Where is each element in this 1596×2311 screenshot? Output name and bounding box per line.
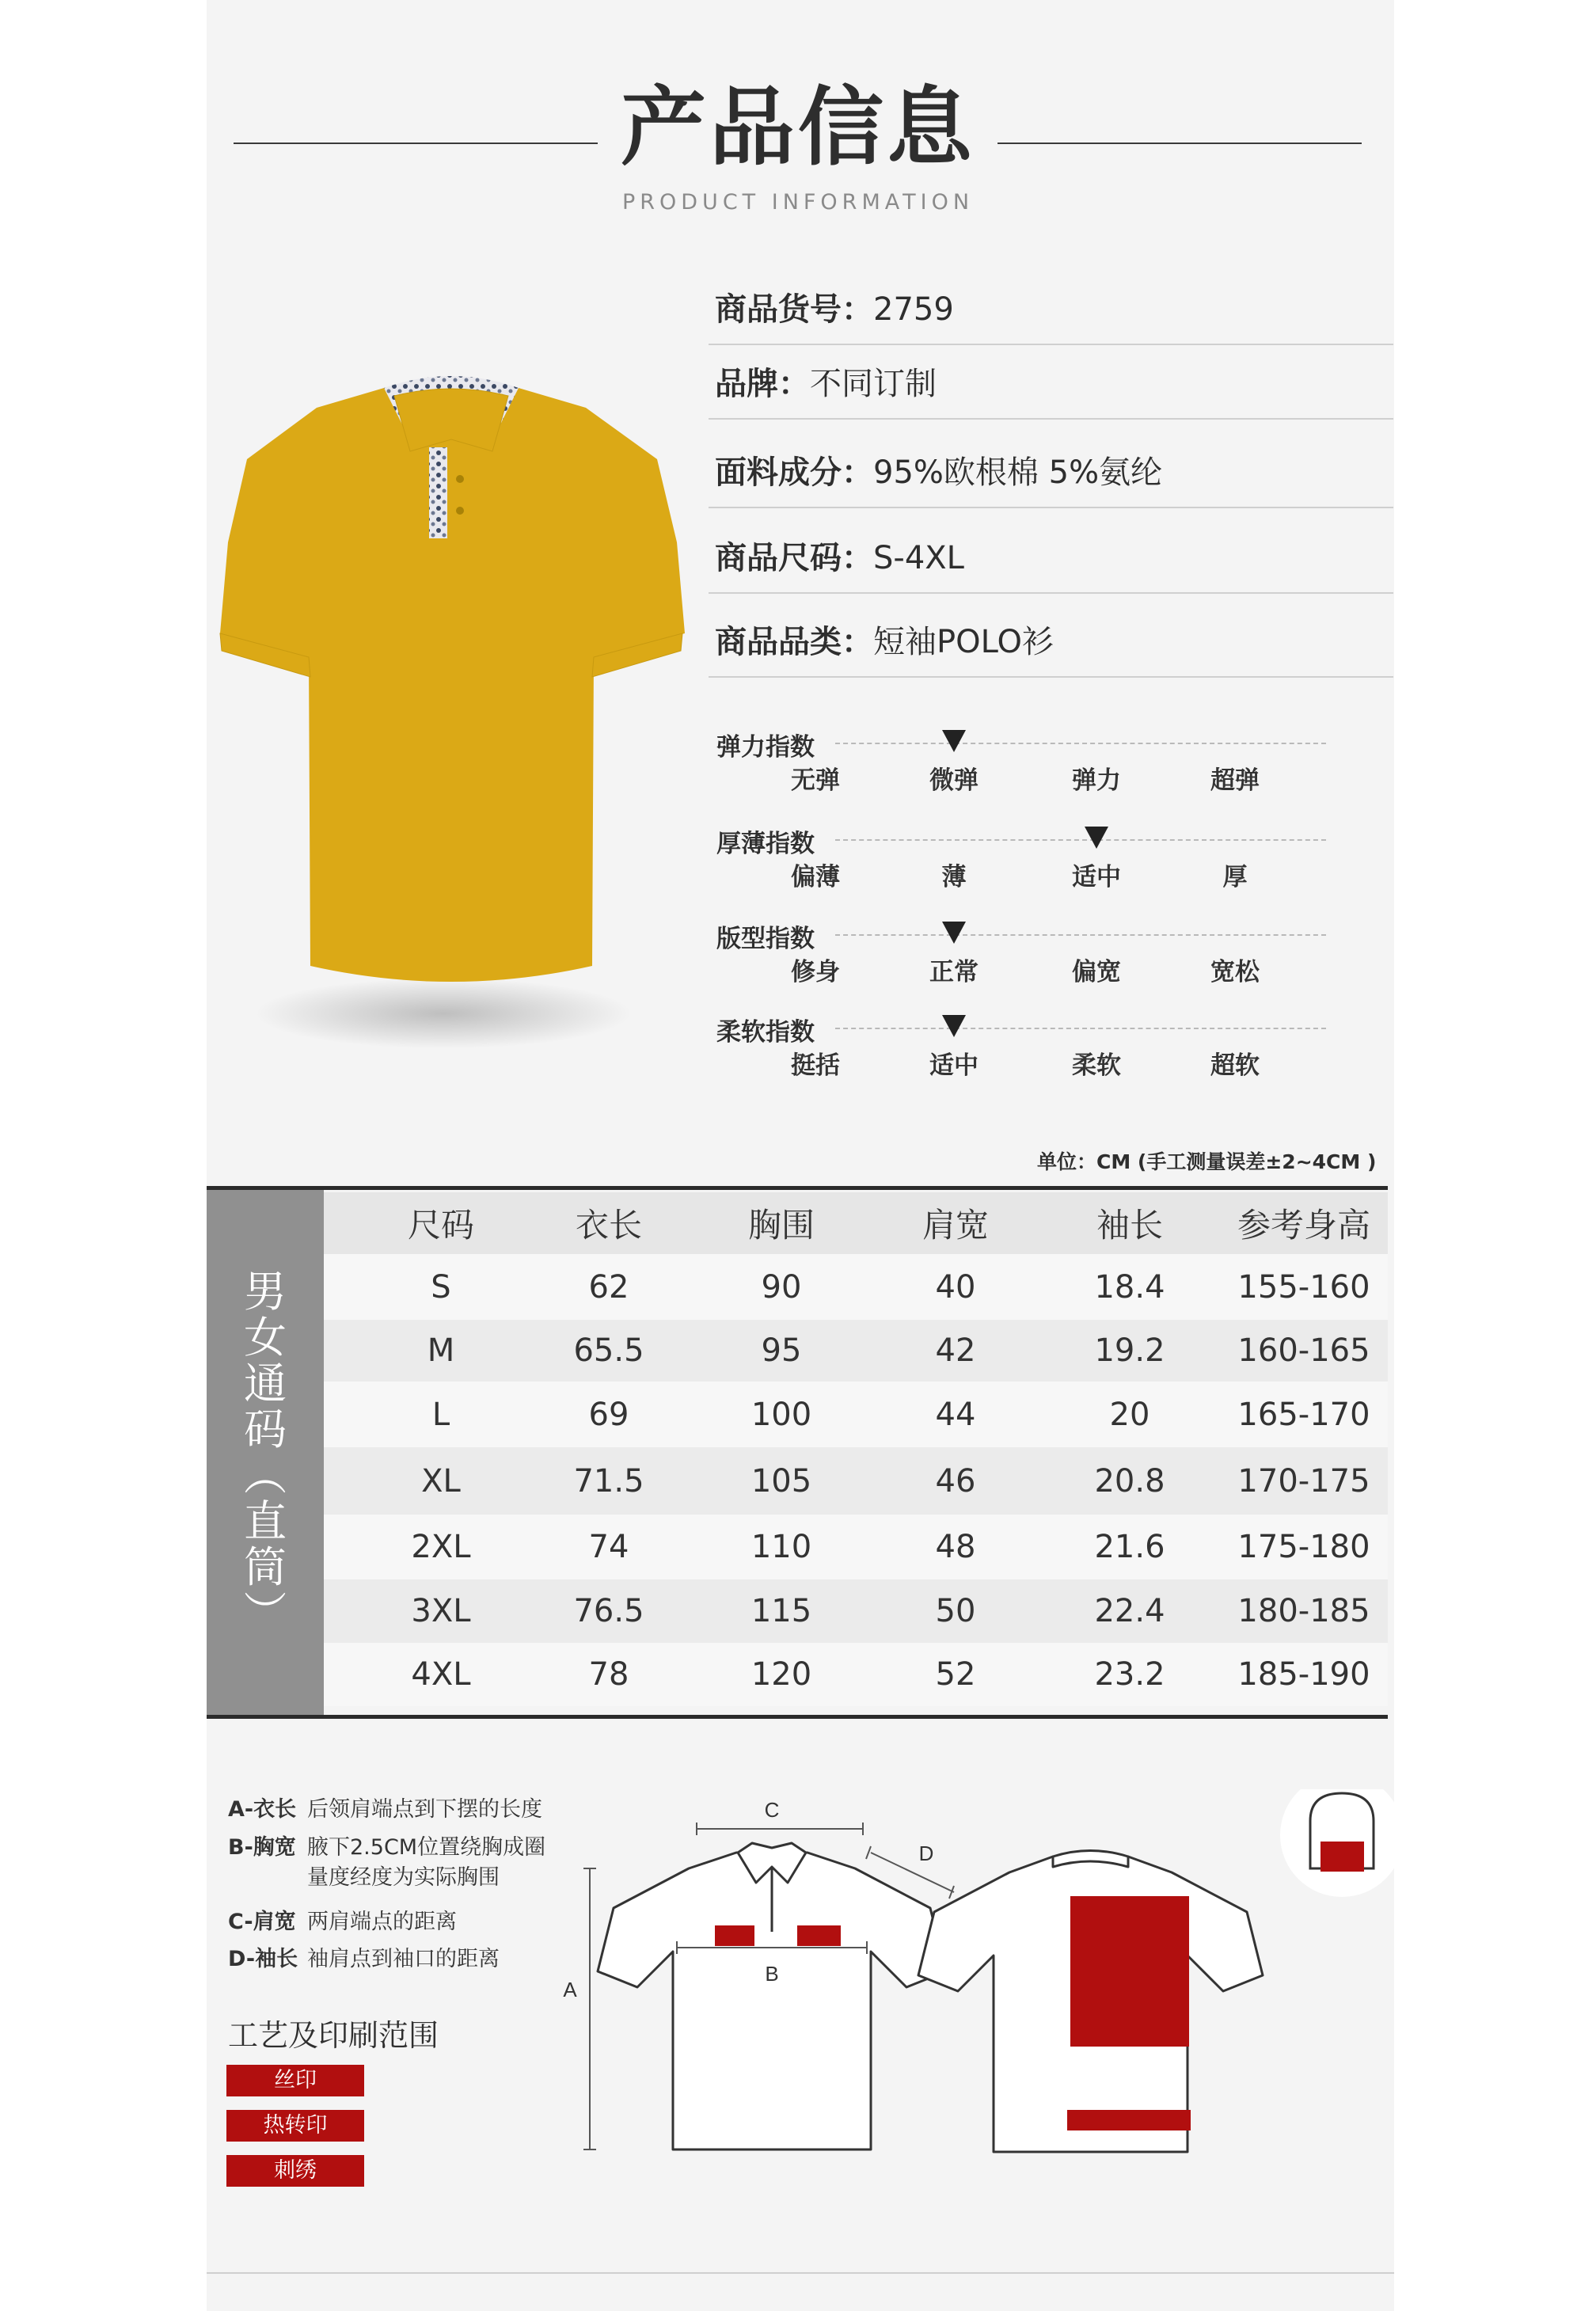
index-option: 偏宽: [1072, 958, 1121, 986]
table-header-cell: 肩宽: [922, 1206, 989, 1245]
index-selected-marker: [942, 730, 966, 752]
table-header-cell: 胸围: [747, 1206, 815, 1245]
table-cell: 18.4: [1094, 1268, 1165, 1306]
table-cell: 52: [935, 1656, 976, 1693]
side-label-char: 通: [244, 1359, 287, 1408]
table-cell: 46: [935, 1462, 976, 1499]
table-row: [324, 1643, 1388, 1706]
table-cell: M: [427, 1332, 455, 1369]
index-option: 挺括: [791, 1051, 840, 1080]
table-cell: 22.4: [1094, 1593, 1165, 1629]
legend-text: 后领肩端点到下摆的长度: [307, 1797, 542, 1822]
table-cell: 115: [750, 1593, 812, 1629]
index-option: 薄: [941, 863, 967, 891]
print-zone-chest-left: [715, 1925, 754, 1946]
footer-rule: [207, 2272, 1394, 2274]
table-cell: 160-165: [1237, 1332, 1370, 1369]
table-row: [324, 1447, 1388, 1515]
table-cell: 180-185: [1237, 1593, 1370, 1629]
measure-legend-item: [228, 1941, 500, 1972]
side-label-char: ︶: [244, 1588, 287, 1638]
legend-key: D-袖长: [228, 1947, 298, 1971]
index-option: 无弹: [791, 766, 840, 795]
print-zone-back: [1070, 1896, 1189, 2047]
info-row: [709, 342, 1393, 420]
side-label-char: ︵: [244, 1450, 287, 1500]
product-image-polo-shirt: [214, 372, 689, 998]
table-bottom-rule: [207, 1715, 1388, 1719]
measurement-diagram: [554, 1789, 1401, 2169]
table-top-rule: [207, 1186, 1388, 1190]
table-side-label: [207, 1190, 324, 1715]
index-option: 适中: [929, 1051, 978, 1080]
table-cell: 100: [750, 1396, 812, 1433]
diagram-label-a: A: [563, 1978, 577, 2001]
info-row-text: [715, 359, 937, 404]
info-row-text: [715, 617, 1054, 662]
info-value: 不同订制: [810, 366, 937, 402]
diagram-label-c: C: [764, 1798, 780, 1822]
table-header-cell: 衣长: [575, 1206, 642, 1245]
info-value: 2759: [873, 291, 954, 328]
index-option: 超弹: [1210, 766, 1260, 795]
table-cell: 65.5: [573, 1332, 644, 1369]
index-option: 宽松: [1210, 958, 1260, 986]
print-zone-cap: [1320, 1842, 1364, 1872]
side-label-char: 码: [244, 1404, 287, 1454]
table-cell: 78: [588, 1656, 629, 1693]
index-scale-line: [835, 934, 1326, 936]
info-value: 短袖POLO衫: [873, 624, 1054, 660]
info-key: 商品尺码：: [715, 540, 873, 576]
legend-text: 袖肩点到袖口的距离: [307, 1947, 500, 1971]
info-row: [709, 516, 1393, 594]
table-cell: 42: [935, 1332, 976, 1369]
table-cell: L: [431, 1396, 450, 1433]
legend-key: C-肩宽: [228, 1910, 296, 1934]
info-row-text: [715, 447, 1162, 492]
craft-method-badge: 丝印: [226, 2065, 364, 2096]
table-cell: 20: [1109, 1396, 1150, 1433]
index-label: 弹力指数: [716, 733, 815, 762]
side-label-char: 女: [244, 1313, 287, 1363]
table-cell: 76.5: [573, 1593, 644, 1629]
index-scale-line: [835, 1028, 1326, 1029]
table-cell: 50: [935, 1593, 976, 1629]
index-option: 弹力: [1072, 766, 1121, 795]
table-header-cell: 袖长: [1096, 1206, 1163, 1245]
info-row: [709, 268, 1393, 345]
table-cell: 71.5: [573, 1462, 644, 1499]
side-label-char: 直: [244, 1496, 287, 1546]
table-cell: 44: [935, 1396, 976, 1433]
measure-legend-item: [228, 1860, 500, 1891]
table-row: [324, 1515, 1388, 1579]
legend-text: 两肩端点的距离: [307, 1910, 457, 1934]
table-cell: 40: [935, 1268, 976, 1306]
info-row-text: [715, 533, 964, 578]
index-selected-marker: [942, 922, 966, 944]
table-cell: 48: [935, 1529, 976, 1565]
table-cell: 20.8: [1094, 1462, 1165, 1499]
craft-method-badge: 热转印: [226, 2110, 364, 2142]
info-row: [709, 600, 1393, 678]
table-cell: 170-175: [1237, 1462, 1370, 1499]
table-cell: 69: [588, 1396, 629, 1433]
table-row: [324, 1254, 1388, 1320]
table-cell: 4XL: [411, 1656, 471, 1693]
table-header-cell: 参考身高: [1237, 1206, 1370, 1245]
index-scale-line: [835, 839, 1326, 841]
legend-key: A-衣长: [228, 1797, 297, 1822]
side-label-char: 男: [244, 1267, 287, 1317]
table-cell: 21.6: [1094, 1529, 1165, 1565]
table-cell: 62: [588, 1268, 629, 1306]
diagram-label-d: D: [918, 1842, 934, 1865]
size-table: [207, 1186, 1388, 1720]
info-key: 商品货号：: [715, 291, 873, 328]
index-option: 修身: [791, 958, 840, 986]
legend-key: B-胸宽: [228, 1835, 296, 1860]
unit-note: 单位：CM (手工测量误差±2~4CM ): [1037, 1150, 1377, 1173]
table-cell: 90: [761, 1268, 802, 1306]
table-row: [324, 1382, 1388, 1447]
index-option: 偏薄: [791, 863, 840, 891]
table-cell: 110: [750, 1529, 812, 1565]
table-cell: 19.2: [1094, 1332, 1165, 1369]
index-selected-marker: [1085, 827, 1108, 849]
craft-title: 工艺及印刷范围: [228, 2018, 439, 2053]
table-cell: 185-190: [1237, 1656, 1370, 1693]
index-option: 柔软: [1072, 1051, 1121, 1080]
table-header-cell: 尺码: [407, 1206, 474, 1245]
measure-legend-item: [228, 1792, 542, 1823]
info-key: 面料成分：: [715, 454, 873, 491]
info-key: 商品品类：: [715, 624, 873, 660]
table-row: [324, 1579, 1388, 1643]
index-option: 正常: [929, 958, 978, 986]
page-title: 产品信息: [620, 78, 975, 177]
index-label: 柔软指数: [716, 1018, 815, 1047]
legend-text: 量度经度为实际胸围: [307, 1865, 500, 1890]
index-option: 厚: [1222, 863, 1248, 891]
info-value: S-4XL: [873, 540, 964, 576]
index-option: 微弹: [929, 766, 978, 795]
table-cell: 120: [750, 1656, 812, 1693]
table-cell: 2XL: [411, 1529, 471, 1565]
print-zone-hem: [1067, 2110, 1191, 2130]
table-row: [324, 1320, 1388, 1382]
diagram-label-b: B: [765, 1962, 779, 1986]
table-cell: XL: [421, 1462, 461, 1499]
craft-method-badge: 刺绣: [226, 2155, 364, 2187]
table-cell: S: [431, 1268, 451, 1306]
table-cell: 175-180: [1237, 1529, 1370, 1565]
info-row: [709, 431, 1393, 508]
measure-legend-item: [228, 1830, 545, 1861]
info-key: 品牌：: [715, 366, 810, 402]
legend-text: 腋下2.5CM位置绕胸成圈: [307, 1835, 546, 1860]
table-cell: 105: [750, 1462, 812, 1499]
index-label: 厚薄指数: [716, 830, 815, 858]
table-header-row: [324, 1192, 1388, 1254]
index-option: 超软: [1210, 1051, 1260, 1080]
table-cell: 74: [588, 1529, 629, 1565]
table-cell: 95: [761, 1332, 802, 1369]
page-subtitle: PRODUCT INFORMATION: [621, 190, 975, 215]
measure-legend-item: [228, 1904, 457, 1935]
index-selected-marker: [942, 1015, 966, 1037]
side-label-char: 筒: [244, 1542, 287, 1592]
table-cell: 23.2: [1094, 1656, 1165, 1693]
info-value: 95%欧根棉 5%氨纶: [873, 454, 1163, 491]
table-cell: 165-170: [1237, 1396, 1370, 1433]
side-label-text: [207, 1269, 324, 1636]
index-scale-line: [835, 743, 1326, 744]
print-zone-chest-right: [797, 1925, 841, 1946]
info-row-text: [715, 284, 954, 329]
table-cell: 3XL: [411, 1593, 471, 1629]
index-option: 适中: [1072, 863, 1121, 891]
index-label: 版型指数: [716, 925, 815, 953]
table-cell: 155-160: [1237, 1268, 1370, 1306]
